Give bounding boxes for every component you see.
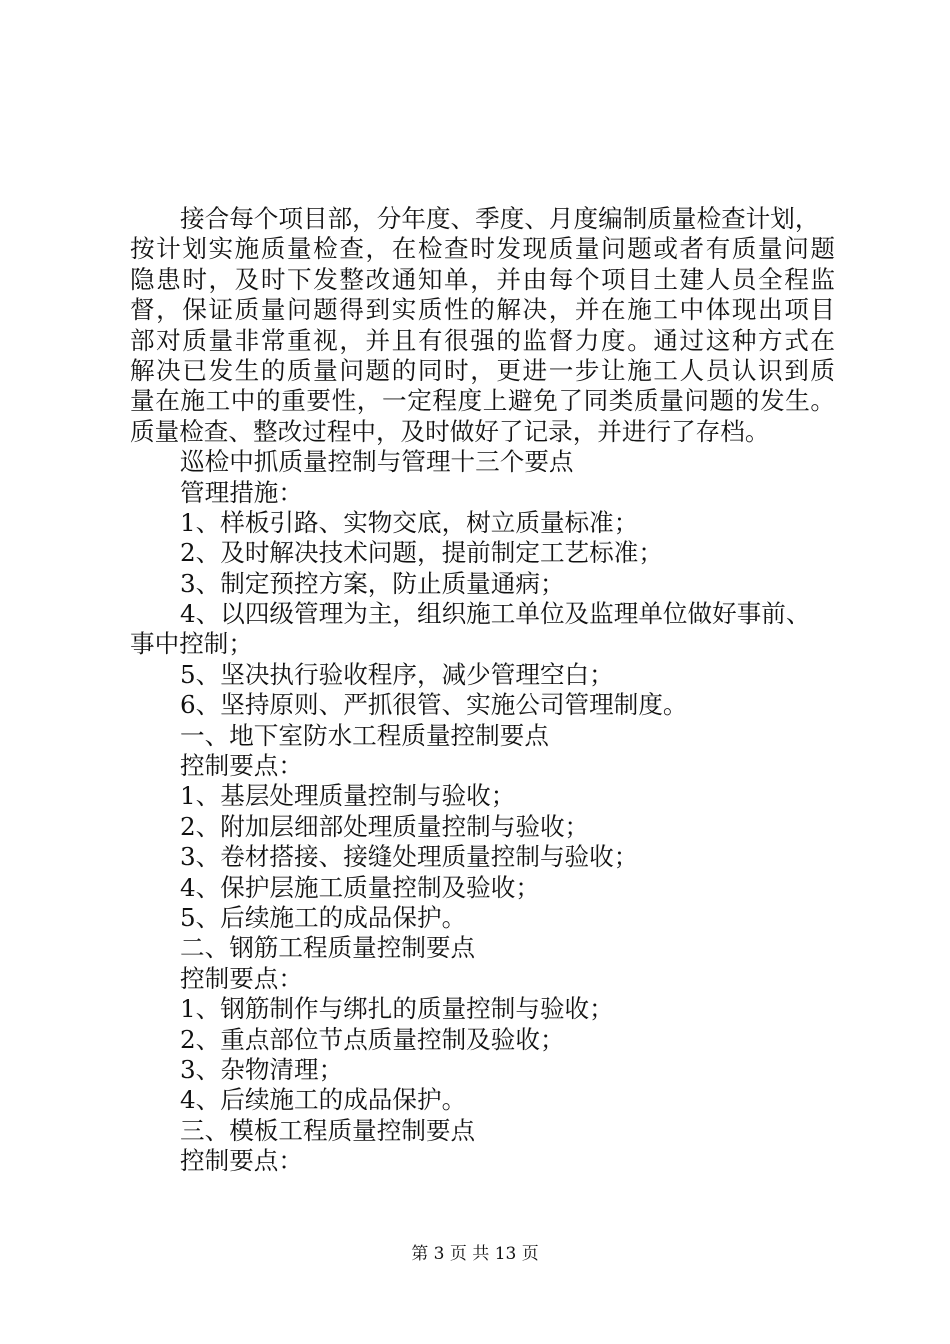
list-item: 4、保护层施工质量控制及验收； [180,872,540,902]
paragraph-line: 按计划实施质量检查，在检查时发现质量问题或者有质量问题 [130,234,835,264]
subheading: 控制要点： [180,751,303,781]
paragraph-line: 接合每个项目部，分年度、季度、月度编制质量检查计划， [180,204,820,233]
paragraph-line: 量在施工中的重要性，一定程度上避免了同类质量问题的发生。 [130,386,835,416]
list-item: 1、基层处理质量控制与验收； [180,781,516,811]
paragraph-line: 部对质量非常重视，并且有很强的监督力度。通过这种方式在 [130,325,835,355]
paragraph-line: 隐患时，及时下发整改通知单，并由每个项目土建人员全程监 [130,264,835,294]
subheading: 控制要点： [180,1146,303,1176]
list-item: 5、后续施工的成品保护。 [180,902,467,932]
list-item: 5、坚决执行验收程序，减少管理空白； [180,659,614,689]
paragraph-line: 质量检查、整改过程中，及时做好了记录，并进行了存档。 [130,416,770,446]
list-item: 1、样板引路、实物交底，树立质量标准； [180,507,639,537]
paragraph-line: 解决已发生的质量问题的同时，更进一步让施工人员认识到质 [130,355,835,385]
paragraph-line: 督，保证质量问题得到实质性的解决，并在施工中体现出项目 [130,295,835,325]
list-item: 6、坚持原则、严抓很管、实施公司管理制度。 [180,690,688,720]
section-heading: 三、模板工程质量控制要点 [180,1115,476,1145]
list-item: 4、以四级管理为主，组织施工单位及监理单位做好事前、 [180,599,811,629]
subheading: 控制要点： [180,963,303,993]
list-item: 4、后续施工的成品保护。 [180,1085,467,1115]
section-heading: 一、地下室防水工程质量控制要点 [180,720,549,750]
list-item: 1、钢筋制作与绑扎的质量控制与验收； [180,994,614,1024]
section-heading: 巡检中抓质量控制与管理十三个要点 [180,447,574,477]
subheading: 管理措施： [180,477,303,507]
list-item-continuation: 事中控制； [130,629,253,659]
list-item: 2、重点部位节点质量控制及验收； [180,1024,565,1054]
section-heading: 二、钢筋工程质量控制要点 [180,933,476,963]
list-item: 2、附加层细部处理质量控制与验收； [180,811,590,841]
list-item: 3、制定预控方案，防止质量通病； [180,568,565,598]
list-item: 3、杂物清理； [180,1054,344,1084]
page-number-footer: 第 3 页 共 13 页 [411,1244,539,1264]
list-item: 2、及时解决技术问题，提前制定工艺标准； [180,538,663,568]
list-item: 3、卷材搭接、接缝处理质量控制与验收； [180,842,639,872]
document-body [130,204,835,1177]
